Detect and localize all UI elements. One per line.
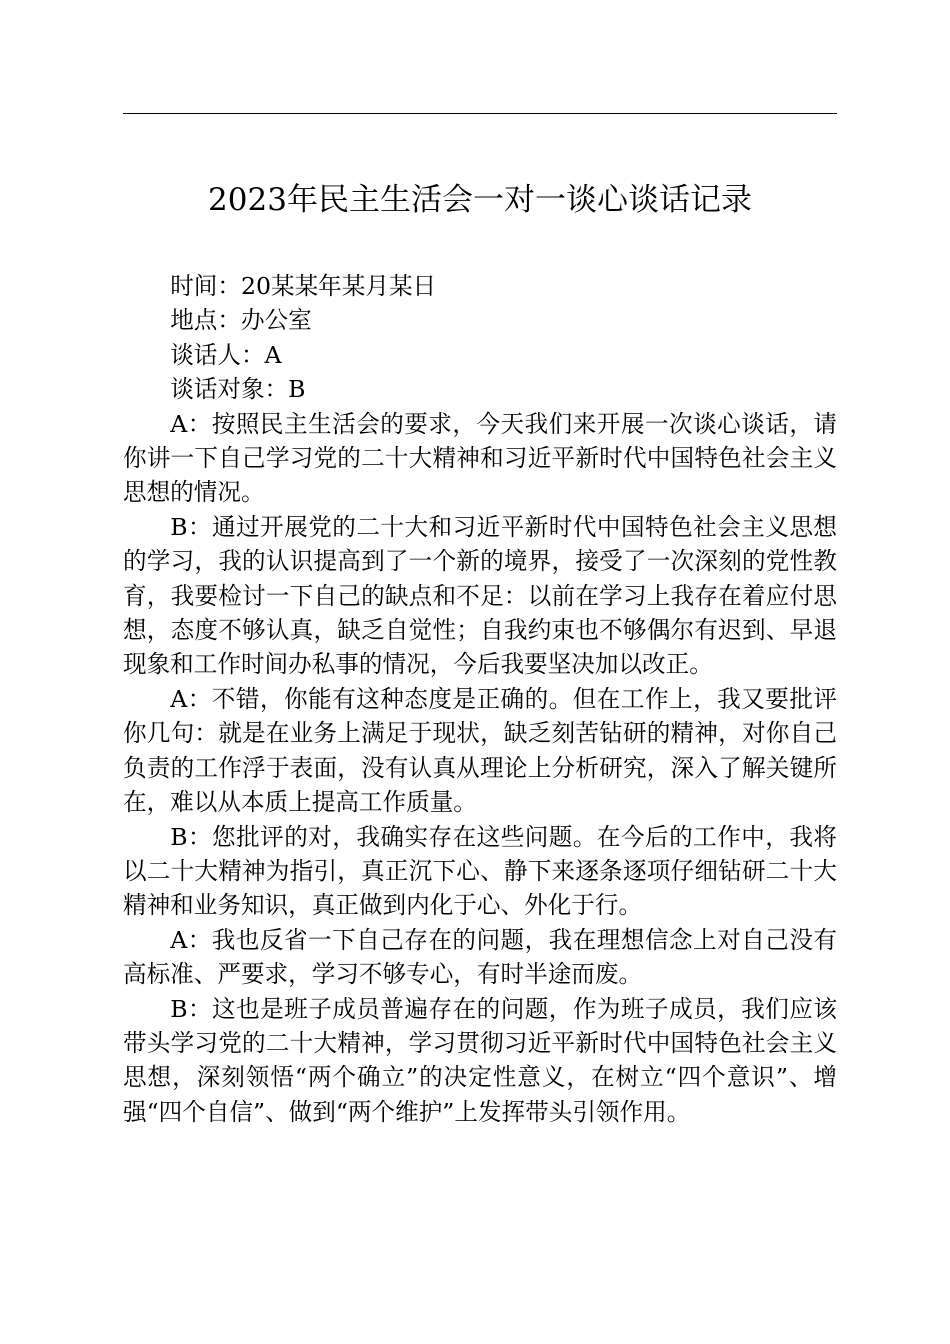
dialogue-paragraph-6: B：这也是班子成员普遍存在的问题，作为班子成员，我们应该带头学习党的二十大精神，学习贯彻习近平新时代中国特色社会主义思想，深刻领悟“两个确立”的决定性意义，在树立“四个意识”、增强“四个自信”、做到“两个维护”上发挥带头引领作用。 bbox=[123, 994, 837, 1126]
meta-location: 地点：办公室 bbox=[170, 306, 312, 335]
document-title: 2023年民主生活会一对一谈心谈话记录 bbox=[208, 182, 752, 218]
dialogue-paragraph-2: B：通过开展党的二十大和习近平新时代中国特色社会主义思想的学习，我的认识提高到了一个新的境界，接受了一次深刻的党性教育，我要检讨一下自己的缺点和不足：以前在学习上我存在着应付思想，态度不够认真，缺乏自觉性；自我约束也不够偶尔有迟到、早退现象和工作时间办私事的情况，今后我要坚决加以改正。 bbox=[123, 512, 837, 679]
dialogue-paragraph-4: B：您批评的对，我确实存在这些问题。在今后的工作中，我将以二十大精神为指引，真正沉下心、静下来逐条逐项仔细钻研二十大精神和业务知识，真正做到内化于心、外化于行。 bbox=[123, 822, 837, 920]
meta-speaker: 谈话人：A bbox=[170, 340, 282, 369]
header-rule bbox=[123, 113, 837, 114]
dialogue-paragraph-1: A：按照民主生活会的要求，今天我们来开展一次谈心谈话，请你讲一下自己学习党的二十大精神和习近平新时代中国特色社会主义思想的情况。 bbox=[123, 409, 837, 507]
dialogue-paragraph-3: A：不错，你能有这种态度是正确的。但在工作上，我又要批评你几句：就是在业务上满足于现状，缺乏刻苦钻研的精神，对你自己负责的工作浮于表面，没有认真从理论上分析研究，深入了解关键所在，难以从本质上提高工作质量。 bbox=[123, 684, 837, 817]
document-body bbox=[123, 269, 837, 1129]
dialogue-paragraph-5: A：我也反省一下自己存在的问题，我在理想信念上对自己没有高标准、严要求，学习不够专心，有时半途而废。 bbox=[123, 925, 837, 989]
meta-time: 时间：20某某年某月某日 bbox=[170, 272, 437, 300]
meta-interviewee: 谈话对象：B bbox=[170, 375, 306, 404]
